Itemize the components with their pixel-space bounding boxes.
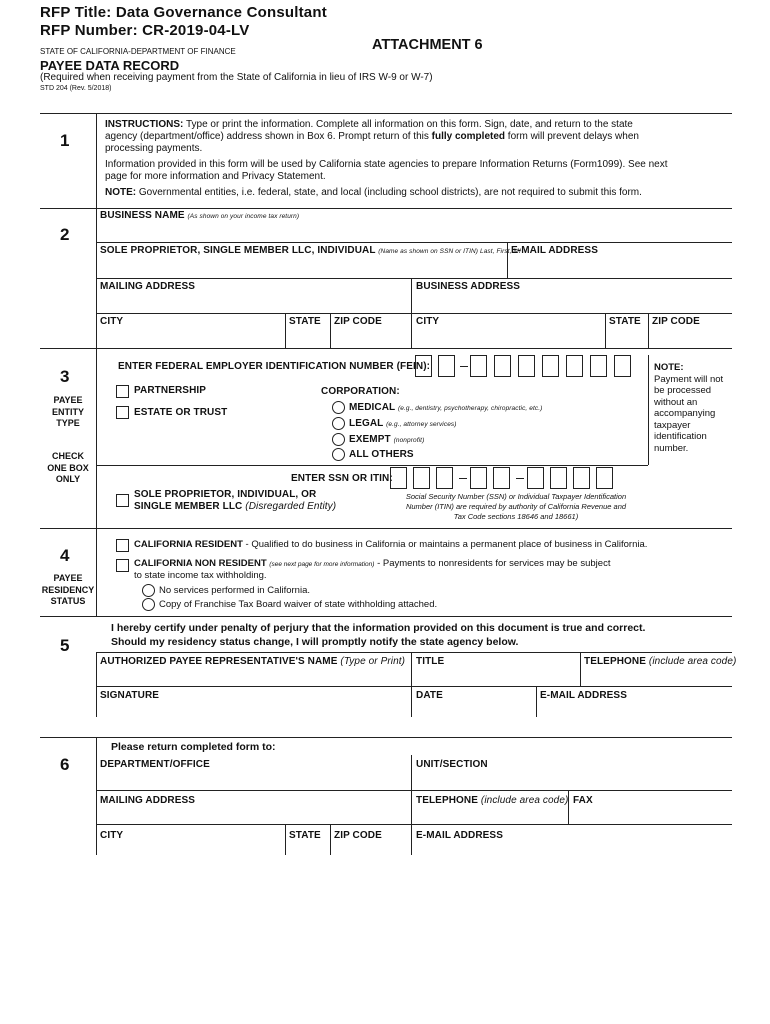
side-text: PAYEE: [53, 573, 83, 583]
sole-proprietor-checkbox[interactable]: [116, 494, 129, 507]
ssn-itin-label: ENTER SSN OR ITIN:: [291, 473, 393, 484]
section2-top-rule: [40, 208, 732, 209]
state-department: STATE OF CALIFORNIA-DEPARTMENT OF FINANCE: [40, 47, 236, 56]
sole-proprietor-hint: (Disregarded Entity): [245, 501, 337, 512]
section5-divider: [96, 652, 97, 717]
row-rule: [96, 242, 732, 243]
section6-top-rule: [40, 737, 732, 738]
ssn-dash: [459, 478, 467, 479]
col-rule: [580, 652, 581, 686]
ssn-digit-box[interactable]: [413, 467, 430, 489]
business-name-label: BUSINESS NAME: [100, 210, 185, 221]
row-rule: [96, 465, 648, 466]
medical-radio[interactable]: [332, 401, 345, 414]
section-number-5: 5: [60, 636, 70, 655]
side-text: ONLY: [55, 474, 81, 484]
ca-nonresident-text: CALIFORNIA NON RESIDENT: [134, 558, 267, 569]
note-line: without an: [654, 396, 698, 408]
withholding-text: to state income tax withholding.: [134, 570, 267, 581]
ssn-digit-box[interactable]: [527, 467, 544, 489]
form-subtitle: (Required when receiving payment from the State of California in lieu of IRS W-9 or W-7): [40, 72, 433, 83]
ssn-digit-box[interactable]: [390, 467, 407, 489]
exempt-radio[interactable]: [332, 433, 345, 446]
row-rule: [96, 313, 732, 314]
certification-line-1: I hereby certify under penalty of perjury that the information provided on this document is true and correct.: [111, 622, 646, 634]
fein-note: [654, 362, 723, 454]
section5-top-rule: [40, 616, 732, 617]
business-address-field[interactable]: BUSINESS ADDRESS: [416, 281, 521, 292]
telephone-hint: (include area code): [648, 656, 737, 667]
rep-name-label: AUTHORIZED PAYEE REPRESENTATIVE'S NAME: [100, 656, 338, 667]
section1-top-rule: [40, 113, 732, 114]
note-line: number.: [654, 442, 689, 454]
instructions-bold: fully completed: [431, 131, 506, 142]
ssn-note-line: Number (ITIN) are required by authority of California Revenue and: [405, 502, 627, 511]
ssn-digit-box[interactable]: [573, 467, 590, 489]
city-field[interactable]: CITY: [100, 316, 124, 327]
fein-digit-box[interactable]: [542, 355, 559, 377]
certification-line-2: Should my residency status change, I will promptly notify the state agency below.: [111, 636, 519, 648]
estate-trust-checkbox[interactable]: [116, 406, 129, 419]
instructions-line-1: [105, 119, 633, 132]
no-services-label: No services performed in California.: [159, 585, 311, 596]
sole-proprietor-line-1: SOLE PROPRIETOR, INDIVIDUAL, OR: [134, 489, 317, 500]
sole-proprietor-name-field[interactable]: [100, 245, 521, 256]
ca-resident-text: CALIFORNIA RESIDENT: [134, 539, 243, 550]
note-text: Governmental entities, i.e. federal, state, and local (including school districts), are not required to submit this form.: [138, 187, 642, 198]
ca-resident-label: [134, 539, 647, 550]
col-rule: [330, 313, 331, 348]
business-city-field[interactable]: CITY: [416, 316, 440, 327]
return-telephone-field[interactable]: [416, 795, 568, 806]
exempt-text: EXEMPT: [349, 434, 391, 445]
note-line: accompanying: [654, 408, 716, 419]
check-one-box-label: [40, 451, 96, 486]
representative-name-field[interactable]: [100, 656, 405, 667]
corporation-label: CORPORATION:: [321, 386, 400, 397]
medical-label: [349, 402, 542, 413]
side-text: ONE BOX: [47, 462, 89, 473]
ssn-digit-box[interactable]: [493, 467, 510, 489]
all-others-radio[interactable]: [332, 448, 345, 461]
fein-digit-box[interactable]: [494, 355, 511, 377]
legal-radio[interactable]: [332, 417, 345, 430]
return-instructions: Please return completed form to:: [111, 741, 276, 753]
all-others-label: ALL OTHERS: [349, 449, 414, 460]
medical-hint: (e.g., dentistry, psychotherapy, chiropractic, etc.): [397, 405, 543, 412]
note-line: taxpayer: [654, 419, 691, 431]
instructions-line-2: [105, 131, 639, 144]
section-number-6: 6: [60, 755, 70, 774]
exempt-hint: (nonprofit): [393, 437, 425, 444]
legal-text: LEGAL: [349, 418, 384, 429]
section-number-3: 3: [60, 367, 70, 386]
ssn-digit-box[interactable]: [550, 467, 567, 489]
section4-top-rule: [40, 528, 732, 529]
col-rule: [411, 755, 412, 855]
fein-digit-box[interactable]: [566, 355, 583, 377]
section-number-1: 1: [60, 131, 70, 150]
state-field[interactable]: STATE: [289, 316, 321, 327]
zip-code-field[interactable]: ZIP CODE: [334, 316, 382, 327]
partnership-label: PARTNERSHIP: [134, 385, 207, 396]
business-name-hint: (As shown on your income tax return): [187, 213, 300, 220]
note-label: NOTE:: [105, 187, 137, 198]
col-rule: [285, 313, 286, 348]
row-rule: [96, 790, 732, 791]
section-number-2: 2: [60, 225, 70, 244]
note-line: [105, 187, 642, 200]
ca-nonresident-label: [134, 558, 610, 569]
rfp-title: RFP Title: Data Governance Consultant: [40, 4, 327, 21]
estate-trust-label: ESTATE OR TRUST: [134, 407, 228, 418]
return-fax-field[interactable]: FAX: [573, 795, 593, 806]
waiver-attached-label: Copy of Franchise Tax Board waiver of state withholding attached.: [159, 599, 438, 610]
note-line: Payment will not: [654, 373, 724, 385]
fein-input[interactable]: [415, 355, 641, 377]
col-rule: [568, 790, 569, 824]
fein-digit-box[interactable]: [438, 355, 455, 377]
side-text: PAYEE: [53, 395, 83, 405]
ca-nonresident-desc: - Payments to nonresidents for services may be subject: [377, 558, 611, 569]
telephone-field[interactable]: [584, 656, 736, 667]
attachment-label: ATTACHMENT 6: [372, 37, 483, 53]
sole-proprietor-label: SOLE PROPRIETOR, SINGLE MEMBER LLC, INDIVIDUAL: [100, 245, 376, 256]
unit-section-field[interactable]: UNIT/SECTION: [416, 759, 488, 770]
col-rule: [536, 686, 537, 717]
title-field[interactable]: TITLE: [416, 656, 445, 667]
note-title: NOTE:: [654, 362, 684, 373]
ssn-dash: [516, 478, 524, 479]
side-text: ENTITY: [51, 406, 84, 417]
return-telephone-label: TELEPHONE: [416, 795, 479, 806]
legal-label: [349, 418, 457, 429]
ca-resident-desc: - Qualified to do business in California or maintains a permanent place of business in California.: [245, 539, 648, 550]
ssn-digit-box[interactable]: [596, 467, 613, 489]
fein-dash: [460, 366, 468, 367]
partnership-checkbox[interactable]: [116, 385, 129, 398]
fein-label: ENTER FEDERAL EMPLOYER IDENTIFICATION NUMBER (FEIN):: [118, 361, 431, 372]
section1-divider: [96, 113, 97, 209]
email-field[interactable]: E-MAIL ADDRESS: [511, 245, 598, 256]
side-text: RESIDENCY: [41, 584, 95, 595]
note-line: be processed: [654, 385, 712, 396]
side-text: CHECK: [51, 451, 84, 461]
telephone-label: TELEPHONE: [584, 656, 647, 667]
rep-name-hint: (Type or Print): [340, 656, 406, 667]
return-city-field[interactable]: CITY: [100, 830, 124, 841]
form-code: STD 204 (Rev. 5/2018): [40, 85, 112, 92]
col-rule: [605, 313, 606, 348]
payee-residency-status-label: [36, 573, 100, 608]
business-zip-code-field[interactable]: ZIP CODE: [652, 316, 700, 327]
col-rule: [648, 313, 649, 348]
instructions-text-2b: form will prevent delays when: [507, 131, 639, 142]
instructions-text-1: Type or print the information. Complete all information on this form. Sign, date, and return to the state: [185, 119, 633, 130]
ssn-note-line: Tax Code sections 18646 and 18661): [453, 512, 579, 521]
ca-resident-checkbox[interactable]: [116, 539, 129, 552]
ssn-note-line: Social Security Number (SSN) or Individual Taxpayer Identification: [405, 492, 627, 501]
return-state-field[interactable]: STATE: [289, 830, 321, 841]
section3-divider: [96, 348, 97, 528]
instructions-line-3: processing payments.: [105, 143, 203, 154]
business-state-field[interactable]: STATE: [609, 316, 641, 327]
return-telephone-hint: (include area code): [480, 795, 569, 806]
return-zip-code-field[interactable]: ZIP CODE: [334, 830, 382, 841]
exempt-label: [349, 434, 424, 445]
mailing-address-field[interactable]: MAILING ADDRESS: [100, 281, 196, 292]
department-office-field[interactable]: DEPARTMENT/OFFICE: [100, 759, 210, 770]
waiver-attached-radio[interactable]: [142, 598, 155, 611]
ssn-itin-input[interactable]: [390, 467, 642, 489]
legal-hint: (e.g., attorney services): [386, 421, 457, 428]
sole-proprietor-line-2: [134, 501, 336, 512]
row-rule: [96, 824, 732, 825]
fein-digit-box[interactable]: [470, 355, 487, 377]
sole-proprietor-text: SINGLE MEMBER LLC: [134, 501, 243, 512]
section3-top-rule: [40, 348, 732, 349]
note-divider: [648, 355, 649, 465]
section6-divider: [96, 737, 97, 855]
information-line-2: page for more information and Privacy Statement.: [105, 171, 326, 182]
instructions-label: INSTRUCTIONS:: [105, 119, 184, 130]
col-rule: [411, 652, 412, 717]
ssn-authority-note: [370, 492, 662, 522]
rfp-number: RFP Number: CR-2019-04-LV: [40, 22, 250, 39]
row-rule: [96, 686, 732, 687]
side-text: TYPE: [56, 418, 80, 428]
fein-digit-box[interactable]: [518, 355, 535, 377]
note-line: identification: [654, 431, 707, 442]
payee-entity-type-label: [40, 395, 96, 430]
row-rule: [96, 278, 732, 279]
fein-digit-box[interactable]: [590, 355, 607, 377]
ssn-digit-box[interactable]: [470, 467, 487, 489]
information-line-1: Information provided in this form will be used by California state agencies to prepare Information Returns (Form1099). See next: [105, 159, 668, 170]
date-field[interactable]: DATE: [416, 690, 443, 701]
return-mailing-address-field[interactable]: MAILING ADDRESS: [100, 795, 196, 806]
ca-nonresident-checkbox[interactable]: [116, 559, 129, 572]
return-email-field[interactable]: E-MAIL ADDRESS: [416, 830, 503, 841]
form-title: PAYEE DATA RECORD: [40, 58, 180, 73]
business-name-field[interactable]: [100, 210, 299, 221]
fein-digit-box[interactable]: [614, 355, 631, 377]
col-rule: [330, 824, 331, 855]
ssn-digit-box[interactable]: [436, 467, 453, 489]
fein-digit-box[interactable]: [415, 355, 432, 377]
ca-nonresident-hint: (see next page for more information): [269, 561, 375, 568]
no-services-radio[interactable]: [142, 584, 155, 597]
rep-email-field[interactable]: E-MAIL ADDRESS: [540, 690, 627, 701]
col-rule: [285, 824, 286, 855]
sole-proprietor-hint: (Name as shown on SSN or ITIN) Last, First, MI: [378, 248, 521, 255]
signature-field[interactable]: SIGNATURE: [100, 690, 160, 701]
col-rule: [507, 242, 508, 278]
row-rule: [96, 652, 732, 653]
medical-text: MEDICAL: [349, 402, 396, 413]
side-text: STATUS: [50, 596, 86, 606]
instructions-text-2a: agency (department/office) address shown in Box 6. Prompt return of this: [105, 131, 429, 142]
section-number-4: 4: [60, 546, 70, 565]
